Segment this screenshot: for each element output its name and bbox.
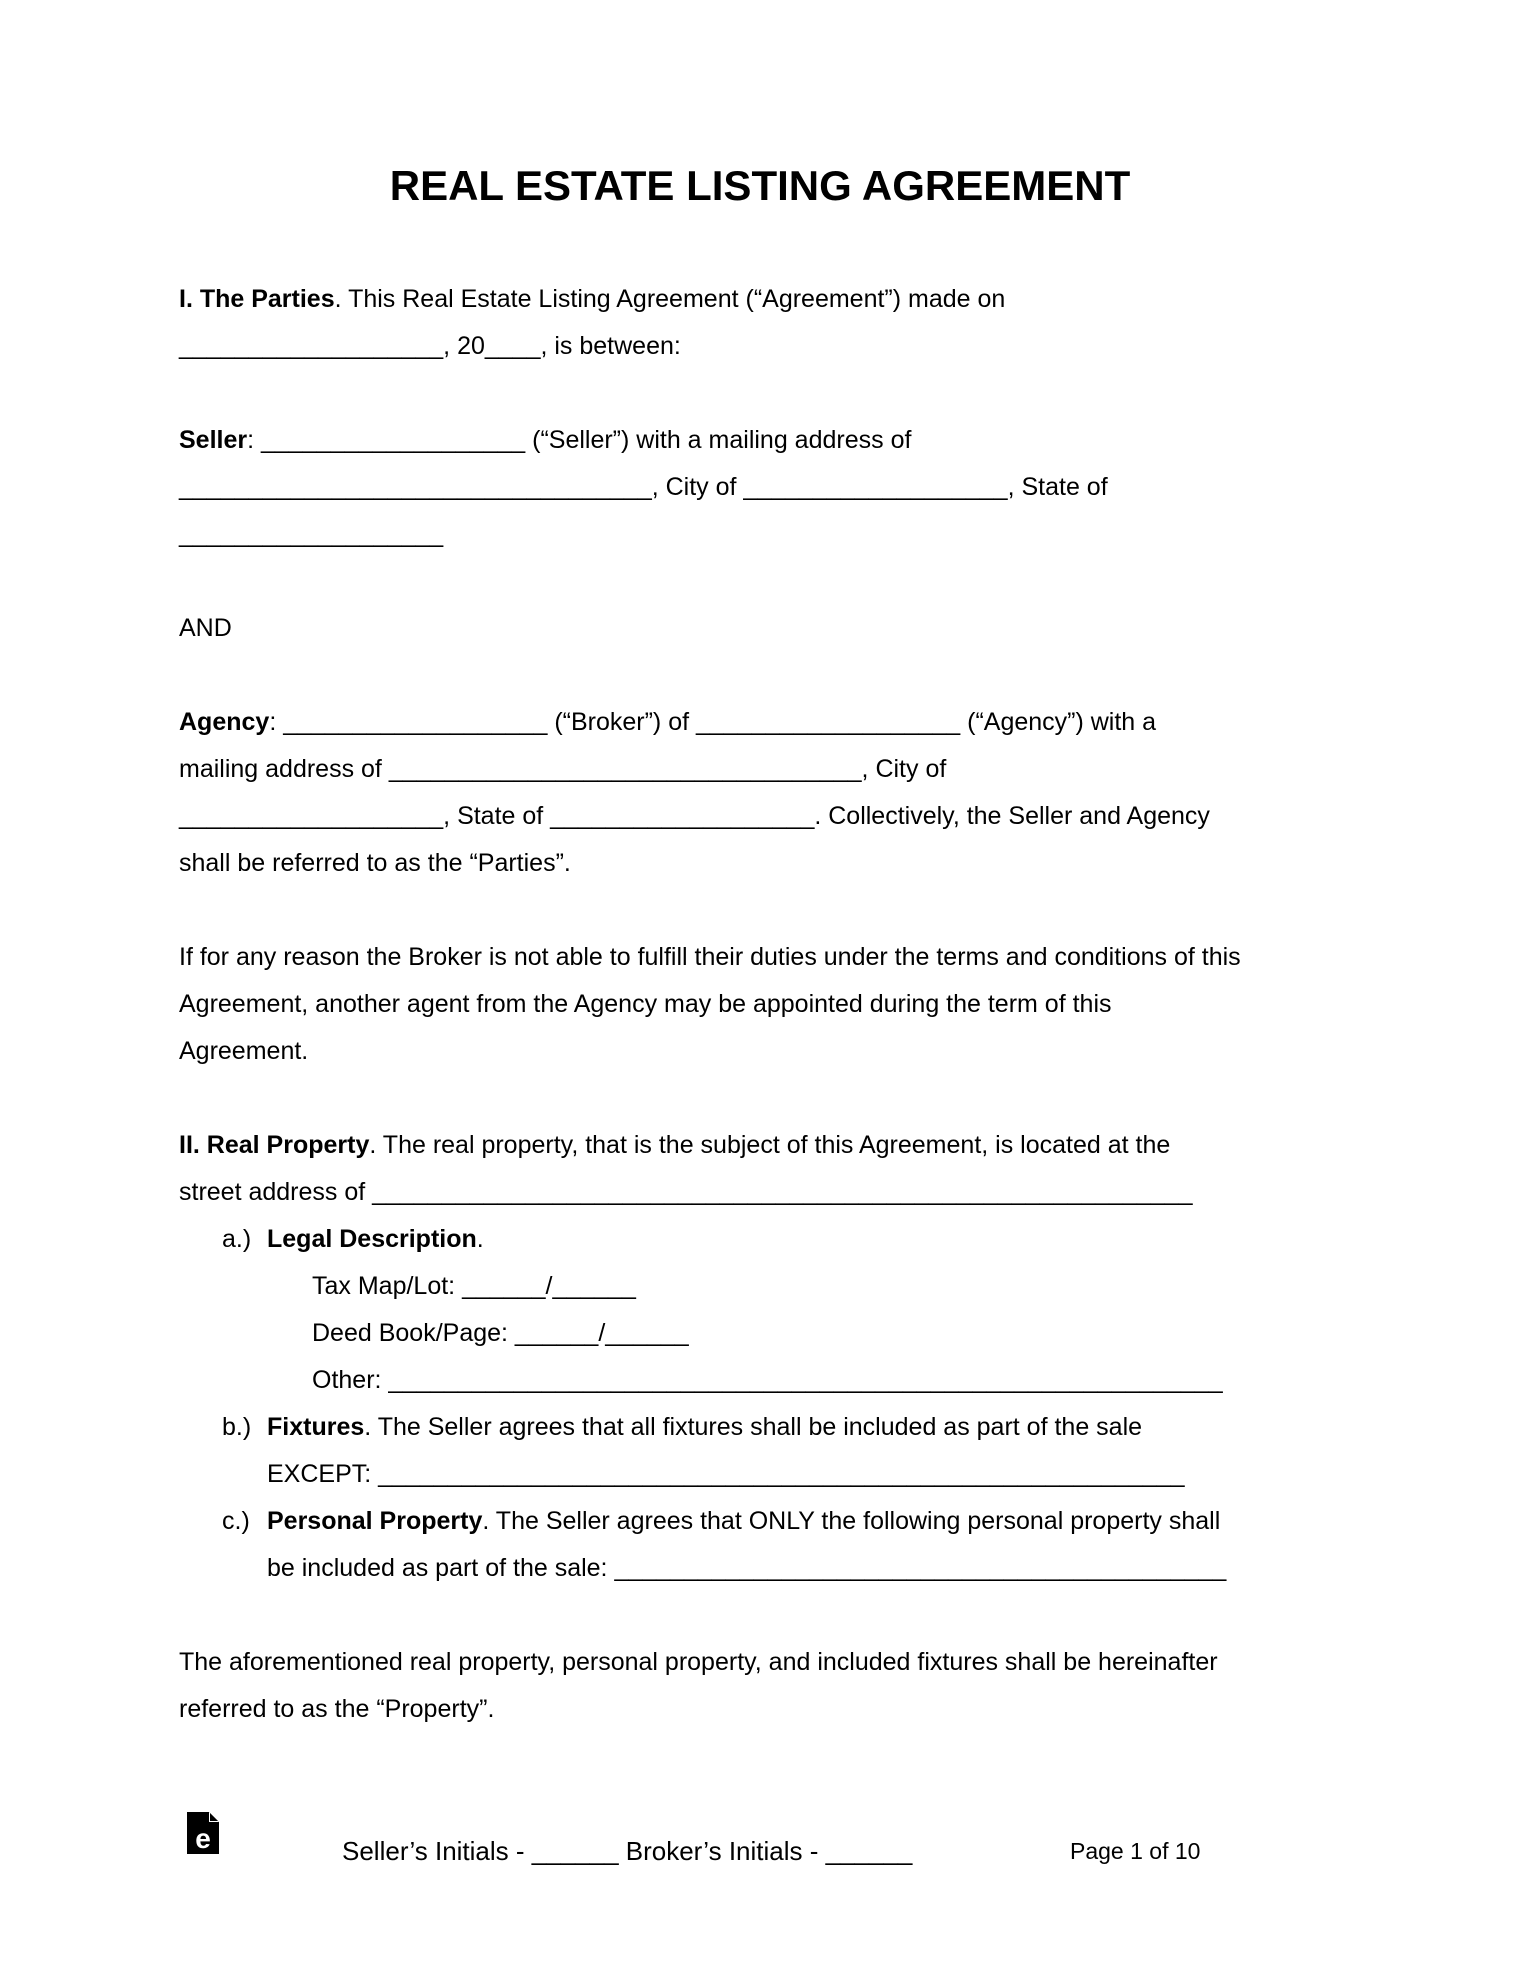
seller-line-1 <box>179 423 911 457</box>
item-a-line <box>267 1222 484 1256</box>
and-text: AND <box>179 614 232 642</box>
parties-heading: I. The Parties <box>179 285 335 313</box>
legal-description-period: . <box>476 1225 484 1253</box>
agency-label: Agency <box>179 708 270 736</box>
item-b-line <box>267 1410 1142 1444</box>
seller-label: Seller <box>179 426 248 454</box>
real-property-text: . The real property, that is the subject of this Agreement, is located at the <box>369 1131 1171 1159</box>
item-c-line <box>267 1504 1220 1538</box>
other-line: Other: ____________________________________________________________ <box>312 1366 1223 1394</box>
agency-line-2: mailing address of __________________________________, City of <box>179 755 947 783</box>
broker-note-line-2: Agreement, another agent from the Agency may be appointed during the term of this <box>179 990 1112 1018</box>
personal-property-heading: Personal Property <box>267 1507 483 1535</box>
item-a-marker: a.) <box>222 1225 252 1253</box>
broker-note-line-3: Agreement. <box>179 1037 309 1065</box>
deed-book-line: Deed Book/Page: ______/______ <box>312 1319 689 1347</box>
real-property-line-2: street address of ___________________________________________________________ <box>179 1178 1193 1206</box>
real-property-heading: II. Real Property <box>179 1131 370 1159</box>
agency-line-4: shall be referred to as the “Parties”. <box>179 849 571 877</box>
footer-initials: Seller’s Initials - ______ Broker’s Initials - ______ <box>342 1836 913 1866</box>
legal-description-heading: Legal Description <box>267 1225 477 1253</box>
agency-line-1 <box>179 705 1156 739</box>
fixtures-heading: Fixtures <box>267 1413 365 1441</box>
parties-line-2: ___________________, 20____, is between: <box>179 332 681 360</box>
real-property-line-1 <box>179 1128 1170 1162</box>
tax-map-line: Tax Map/Lot: ______/______ <box>312 1272 636 1300</box>
item-b-marker: b.) <box>222 1413 252 1441</box>
broker-note-line-1: If for any reason the Broker is not able to fulfill their duties under the terms and conditions of this <box>179 943 1241 971</box>
eforms-logo-svg <box>183 1810 223 1856</box>
parties-line-1 <box>179 282 1005 316</box>
document-title: REAL ESTATE LISTING AGREEMENT <box>389 162 1131 209</box>
fixtures-text: . The Seller agrees that all fixtures shall be included as part of the sale <box>364 1413 1143 1441</box>
personal-property-line-2: be included as part of the sale: ____________________________________________ <box>267 1554 1227 1582</box>
svg-text:e: e <box>195 1823 211 1854</box>
item-c-marker: c.) <box>222 1507 250 1535</box>
page-number: Page 1 of 10 <box>1070 1838 1201 1864</box>
eforms-logo-icon <box>183 1810 223 1856</box>
property-note-line-1: The aforementioned real property, personal property, and included fixtures shall be hereinafter <box>179 1648 1218 1676</box>
fixtures-except-line: EXCEPT: __________________________________________________________ <box>267 1460 1185 1488</box>
seller-text: : ___________________ (“Seller”) with a mailing address of <box>247 426 912 454</box>
agency-line-3: ___________________, State of ___________________. Collectively, the Seller and Agency <box>179 802 1210 830</box>
property-note-line-2: referred to as the “Property”. <box>179 1695 495 1723</box>
agency-text: : ___________________ (“Broker”) of ___________________ (“Agency”) with a <box>269 708 1157 736</box>
seller-line-2: __________________________________, City of ___________________, State of <box>179 473 1108 501</box>
personal-property-text: . The Seller agrees that ONLY the following personal property shall <box>482 1507 1221 1535</box>
parties-text: . This Real Estate Listing Agreement (“Agreement”) made on <box>334 285 1006 313</box>
seller-line-3: ___________________ <box>179 520 444 548</box>
